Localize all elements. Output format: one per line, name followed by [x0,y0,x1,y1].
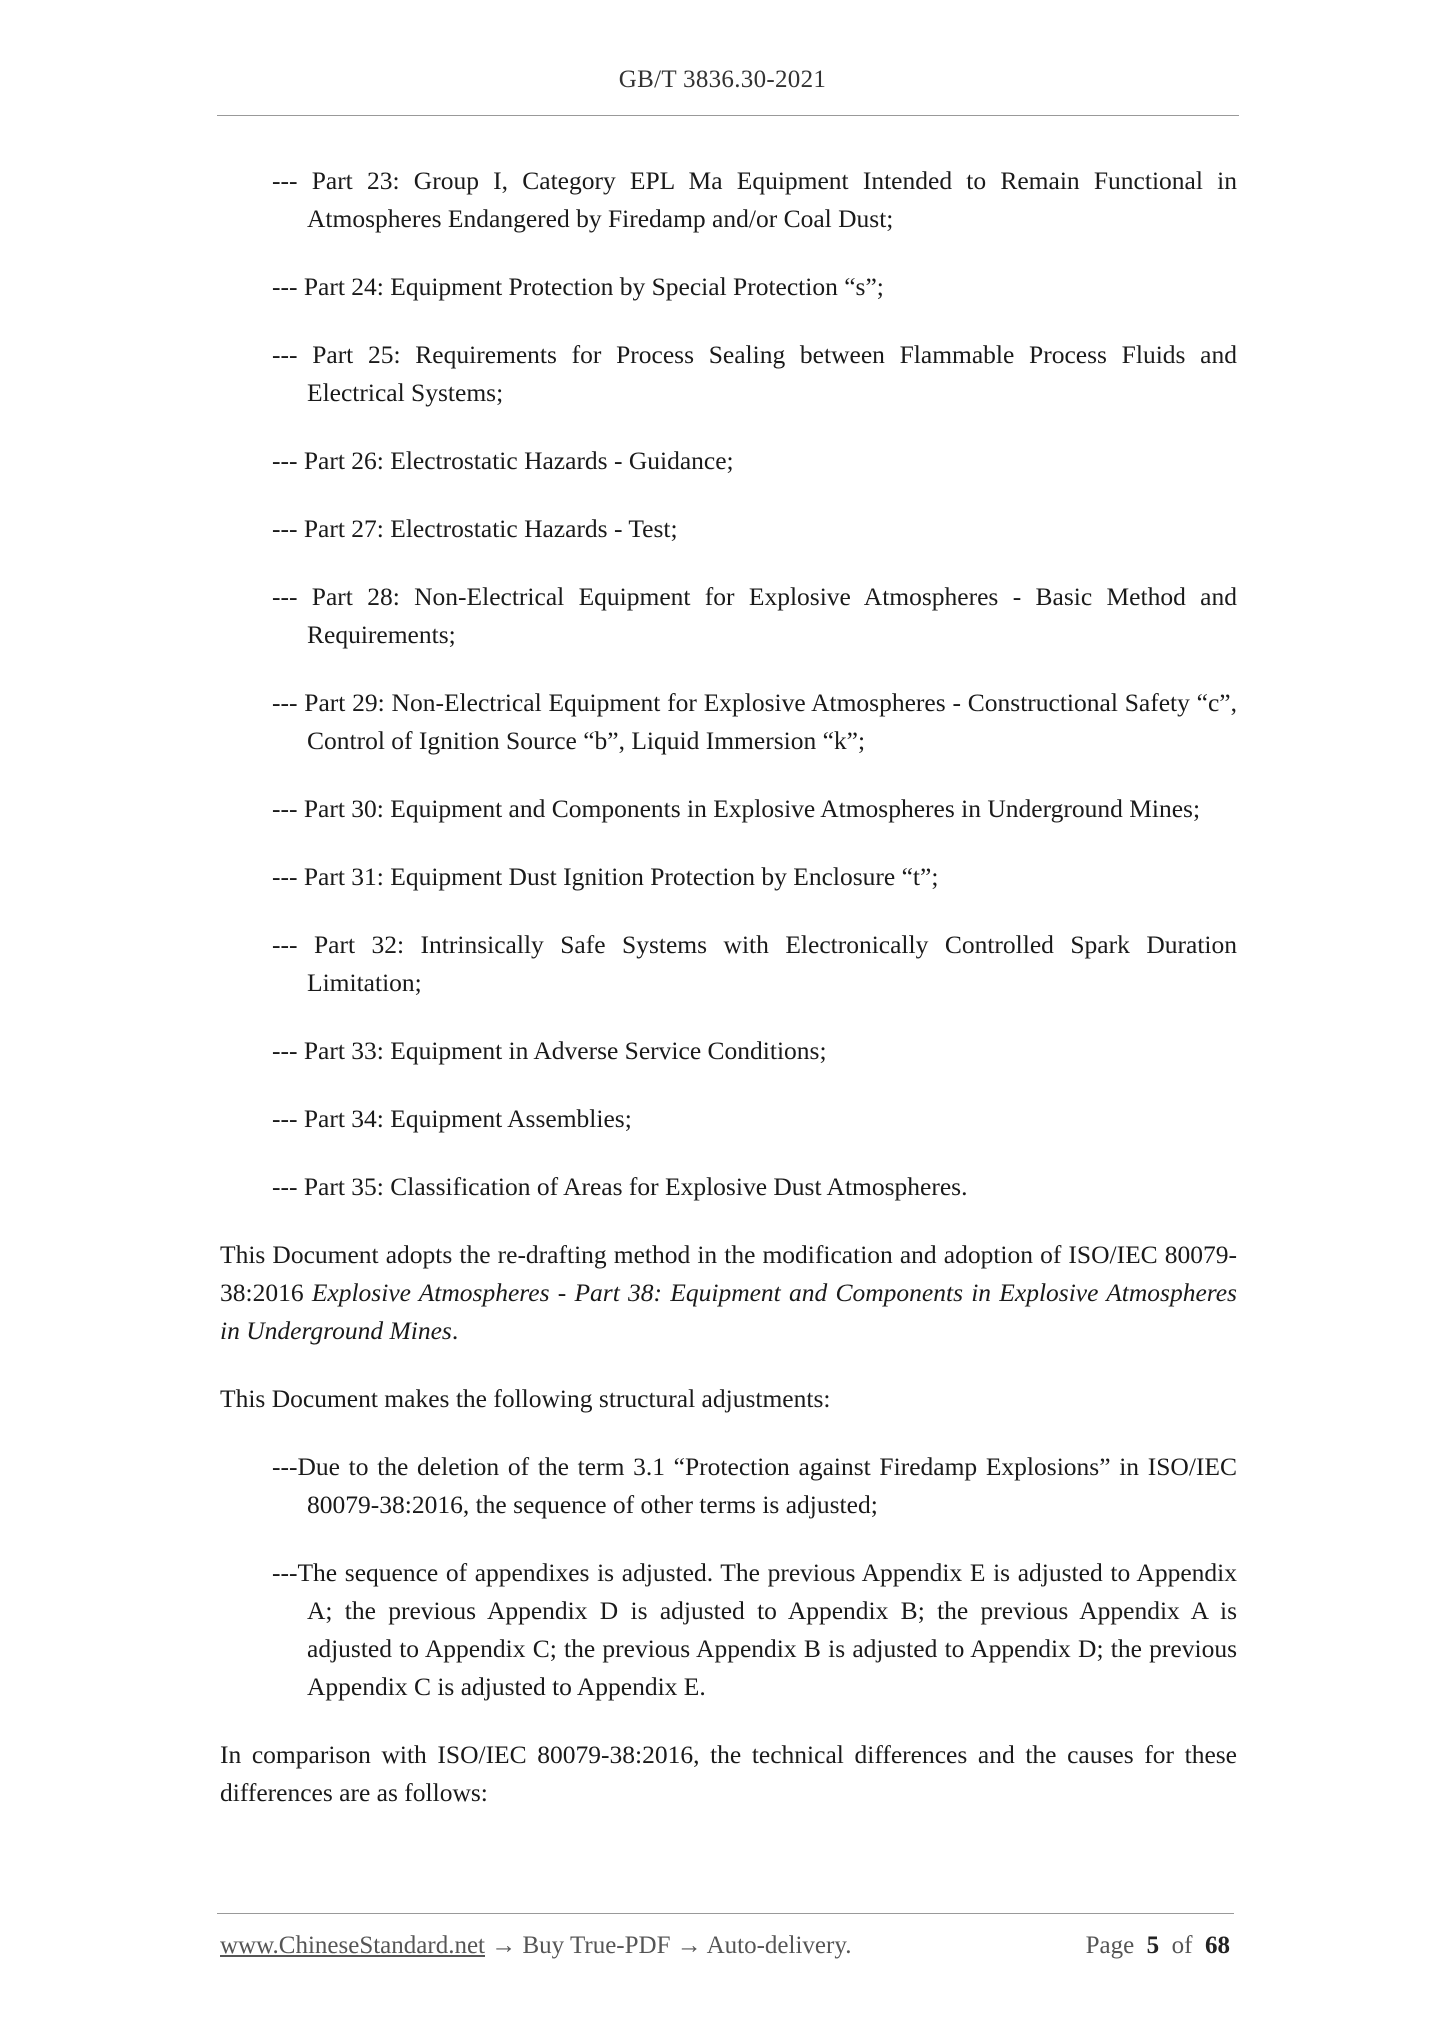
total-pages: 68 [1205,1932,1230,1959]
list-item-part-35: --- Part 35: Classification of Areas for Explosive Dust Atmospheres. [272,1172,968,1201]
page-footer [220,1932,1230,1960]
list-item-part-28: --- Part 28: Non-Electrical Equipment for Explosive Atmospheres - Basic Method and Requirements; [272,582,1237,649]
auto-delivery-text: Auto-delivery. [706,1932,852,1959]
list-item-part-34: --- Part 34: Equipment Assemblies; [272,1104,632,1133]
list-item-appendix-sequence: ---The sequence of appendixes is adjusted. The previous Appendix E is adjusted to Appendix A; the previous Appendix D is adjusted to Appendix B; the previous Appendix A is adjusted to Appendix C; the previous Appendix B is adjusted to Appendix D; the previous Appendix C is adjusted to Appendix E. [272,1558,1237,1701]
page-number [1086,1932,1230,1960]
list-item-part-27: --- Part 27: Electrostatic Hazards - Test; [272,514,678,543]
paragraph-adoption-method [220,1236,1237,1350]
adoption-text-end: . [451,1316,459,1345]
document-body [220,162,1237,1842]
arrow-right-icon: → [485,1932,523,1959]
footer-divider [217,1913,1234,1914]
list-item-part-29: --- Part 29: Non-Electrical Equipment for Explosive Atmospheres - Constructional Safety “c”, Control of Ignition Source “b”, Liquid Immersion “k”; [272,688,1237,755]
list-item-part-23: --- Part 23: Group I, Category EPL Ma Equipment Intended to Remain Functional in Atmospheres Endangered by Firedamp and/or Coal Dust; [272,166,1237,233]
list-item-part-31: --- Part 31: Equipment Dust Ignition Protection by Enclosure “t”; [272,862,939,891]
list-item-term-deletion: ---Due to the deletion of the term 3.1 “Protection against Firedamp Explosions” in ISO/IEC 80079-38:2016, the sequence of other terms is adjusted; [272,1452,1237,1519]
buy-true-pdf-text: Buy True-PDF [522,1932,671,1959]
of-label: of [1171,1932,1193,1959]
list-item-part-26: --- Part 26: Electrostatic Hazards - Guidance; [272,446,734,475]
document-header-title: GB/T 3836.30-2021 [618,66,827,93]
arrow-right-icon: → [670,1932,707,1959]
list-item-part-25: --- Part 25: Requirements for Process Sealing between Flammable Process Fluids and Electrical Systems; [272,340,1237,407]
list-item-part-32: --- Part 32: Intrinsically Safe Systems with Electronically Controlled Spark Duration Limitation; [272,930,1237,997]
adoption-standard-title: Explosive Atmospheres - Part 38: Equipment and Components in Explosive Atmospheres in Underground Mines [220,1278,1237,1345]
current-page: 5 [1146,1932,1160,1959]
website-link[interactable]: www.ChineseStandard.net [220,1932,485,1959]
footer-promo [220,1932,851,1959]
list-item-part-24: --- Part 24: Equipment Protection by Special Protection “s”; [272,272,884,301]
page-label: Page [1085,1932,1135,1959]
paragraph-structural-adjustments: This Document makes the following structural adjustments: [220,1384,831,1413]
list-item-part-30: --- Part 30: Equipment and Components in Explosive Atmospheres in Underground Mines; [272,794,1201,823]
adoption-text: This Document adopts the re-drafting method in the modification and adoption of ISO/IEC 80079-38:2016 [220,1240,1237,1307]
header-divider [217,115,1239,116]
list-item-part-33: --- Part 33: Equipment in Adverse Service Conditions; [272,1036,827,1065]
paragraph-technical-differences: In comparison with ISO/IEC 80079-38:2016, the technical differences and the causes for these differences are as follows: [220,1740,1237,1807]
